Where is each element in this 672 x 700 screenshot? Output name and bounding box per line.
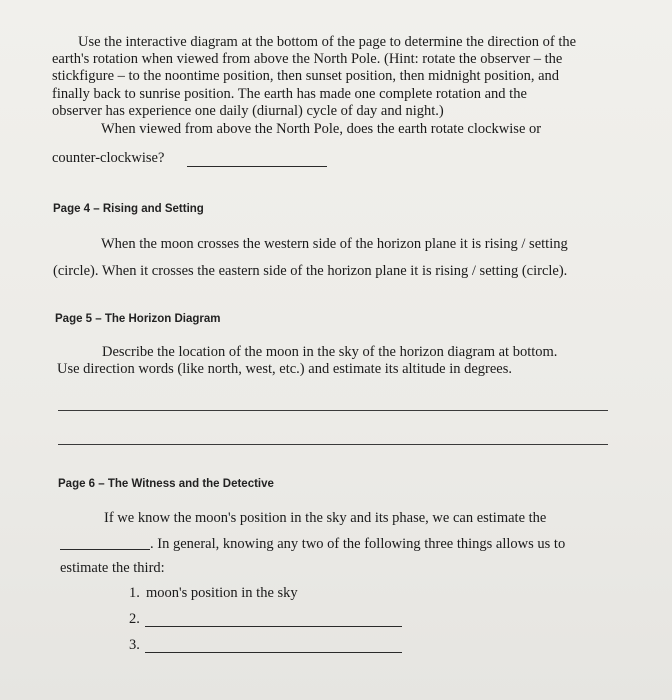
rotation-answer-blank[interactable]	[187, 166, 327, 167]
intro-line-2: earth's rotation when viewed from above the North Pole. (Hint: rotate the observer – the	[52, 51, 563, 67]
list-item-1-text: moon's position in the sky	[146, 585, 298, 601]
page6-line-3: estimate the third:	[60, 560, 165, 576]
page5-answer-line-1[interactable]	[58, 410, 608, 411]
list-item-2-blank[interactable]	[145, 626, 402, 627]
rotation-question-line-2: counter-clockwise?	[52, 150, 165, 166]
page6-heading: Page 6 – The Witness and the Detective	[58, 478, 274, 490]
page5-line-2: Use direction words (like north, west, etc.) and estimate its altitude in degrees.	[57, 361, 513, 377]
intro-line-4: finally back to sunrise position. The earth has made one complete rotation and the	[52, 86, 527, 102]
list-item-2-number: 2.	[129, 611, 140, 627]
list-item-3-number: 3.	[129, 637, 140, 653]
page6-line-1: If we know the moon's position in the sky and its phase, we can estimate the	[104, 510, 547, 526]
rotation-question-line-1: When viewed from above the North Pole, does the earth rotate clockwise or	[101, 121, 542, 137]
intro-line-5: observer has experience one daily (diurnal) cycle of day and night.)	[52, 103, 444, 119]
page6-answer-blank[interactable]	[60, 549, 150, 550]
page4-heading: Page 4 – Rising and Setting	[53, 203, 204, 215]
page5-answer-line-2[interactable]	[58, 444, 608, 445]
page5-heading: Page 5 – The Horizon Diagram	[55, 313, 221, 325]
list-item-3-blank[interactable]	[145, 652, 402, 653]
page4-line-1: When the moon crosses the western side of the horizon plane it is rising / setting	[101, 236, 568, 252]
page5-line-1: Describe the location of the moon in the sky of the horizon diagram at bottom.	[102, 344, 558, 360]
intro-line-3: stickfigure – to the noontime position, then sunset position, then midnight position, and	[52, 68, 560, 84]
page6-line-2: . In general, knowing any two of the following three things allows us to	[150, 536, 566, 552]
list-item-1-number: 1.	[129, 585, 140, 601]
intro-line-1: Use the interactive diagram at the bottom of the page to determine the direction of the	[78, 34, 577, 50]
page4-line-2: (circle). When it crosses the eastern side of the horizon plane it is rising / setting (circle).	[53, 263, 568, 279]
